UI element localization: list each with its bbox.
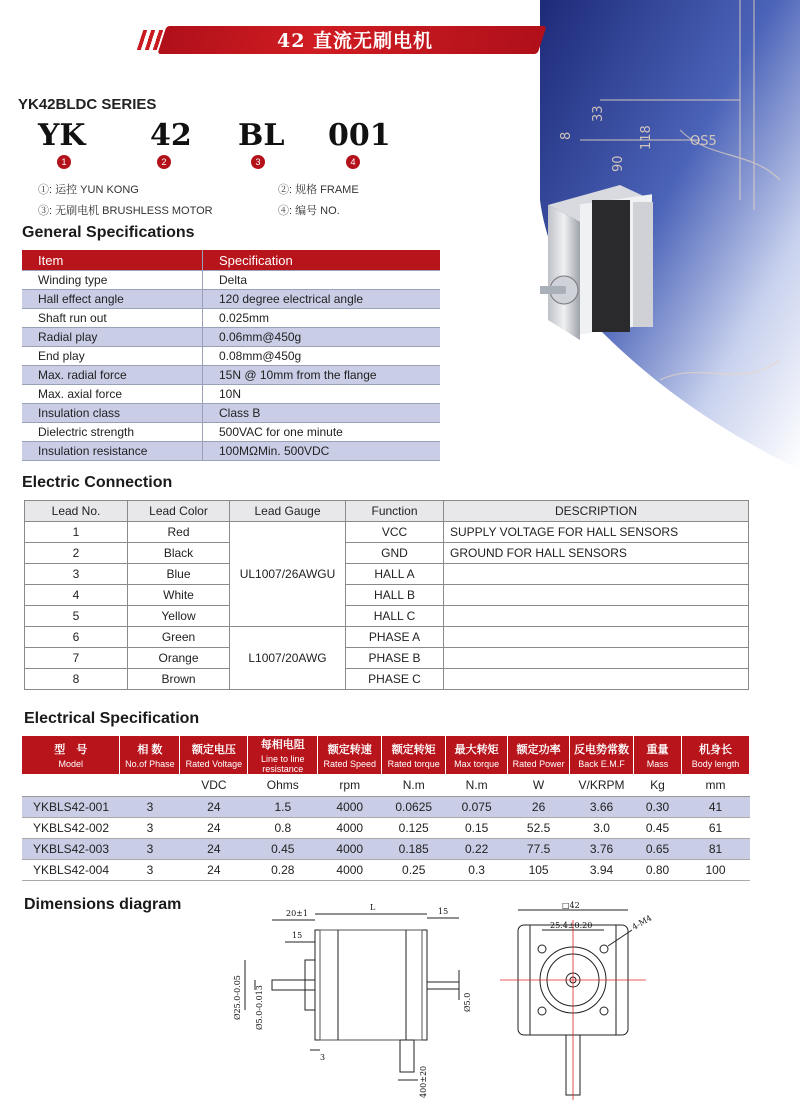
description-cell [444, 564, 749, 585]
dim-label: 20±1 [286, 909, 308, 918]
spec-cell: 61 [681, 818, 749, 839]
code-number-badge: 3 [251, 155, 265, 169]
spec-cell: 3 [120, 860, 180, 881]
lead-no-cell: 7 [25, 648, 128, 669]
header-en: No.of Phase [125, 759, 175, 769]
unit-cell: Ohms [248, 774, 318, 797]
spec-cell: 4000 [318, 818, 382, 839]
dim-label: 3 [320, 1053, 326, 1062]
header-cn: 最大转矩 [454, 744, 499, 756]
table-row [25, 606, 749, 627]
header-cn: 机身长 [698, 744, 732, 756]
banner-title: 42 直流无刷电机 [276, 30, 434, 52]
code-number-badge: 2 [157, 155, 171, 169]
spec-cell: 0.30 [634, 797, 682, 818]
lead-color-cell: Black [128, 543, 230, 564]
lead-color-cell: Red [128, 522, 230, 543]
spec-cell: 3.94 [570, 860, 634, 881]
drawing-label: 90 [611, 155, 626, 172]
spec-cell: 3.66 [570, 797, 634, 818]
table-row [22, 347, 440, 366]
table-header-row [22, 250, 440, 271]
spec-cell: 0.45 [634, 818, 682, 839]
spec-item-cell: End play [22, 347, 203, 366]
spec-cell: 3.0 [570, 818, 634, 839]
table-row [22, 818, 750, 839]
spec-cell: 4000 [318, 839, 382, 860]
legend-item: ②: 规格 FRAME [278, 184, 359, 196]
dim-label: Ø25.0-0.05 [233, 975, 242, 1020]
lead-no-cell: 1 [25, 522, 128, 543]
spec-cell: YKBLS42-003 [22, 839, 120, 860]
spec-cell: 52.5 [508, 818, 570, 839]
spec-value-cell: 120 degree electrical angle [203, 290, 441, 309]
motor-photo [540, 185, 653, 340]
spec-value-cell: 15N @ 10mm from the flange [203, 366, 441, 385]
unit-cell: Kg [634, 774, 682, 797]
code-part-yk: YK [38, 118, 86, 153]
spec-value-cell: 0.025mm [203, 309, 441, 328]
spec-cell: 24 [180, 860, 248, 881]
spec-cell: 0.075 [446, 797, 508, 818]
header-cell: Lead Color [128, 501, 230, 522]
unit-cell: W [508, 774, 570, 797]
code-part-001: 001 [328, 118, 391, 153]
spec-item-cell: Max. radial force [22, 366, 203, 385]
units-row [22, 774, 750, 797]
spec-cell: 0.25 [382, 860, 446, 881]
spec-value-cell: 10N [203, 385, 441, 404]
spec-item-cell: Insulation resistance [22, 442, 203, 461]
header-cell: Item [22, 250, 203, 271]
spec-cell: 0.185 [382, 839, 446, 860]
header-cell [318, 736, 382, 774]
header-cn: 重量 [646, 744, 669, 756]
spec-cell: 3 [120, 797, 180, 818]
function-cell: HALL B [346, 585, 444, 606]
lead-no-cell: 4 [25, 585, 128, 606]
spec-value-cell: Delta [203, 271, 441, 290]
dim-label: □42 [562, 901, 580, 910]
spec-cell: 0.28 [248, 860, 318, 881]
spec-value-cell: 0.08mm@450g [203, 347, 441, 366]
spec-cell: 77.5 [508, 839, 570, 860]
table-row [22, 839, 750, 860]
spec-item-cell: Hall effect angle [22, 290, 203, 309]
description-cell [444, 627, 749, 648]
lead-no-cell: 6 [25, 627, 128, 648]
lead-wire [400, 1040, 414, 1072]
spec-cell: YKBLS42-004 [22, 860, 120, 881]
dim-label: Ø5.0-0.013 [255, 985, 264, 1030]
table-row [22, 366, 440, 385]
spec-cell: 4000 [318, 860, 382, 881]
dimensions-title: Dimensions diagram [24, 896, 182, 913]
header-cn: 每相电阻 [260, 739, 305, 751]
header-en: Rated Voltage [185, 759, 243, 769]
table-row [25, 585, 749, 606]
electric-connection-table [24, 500, 749, 690]
dim-label: 15 [438, 907, 449, 916]
spec-cell: 0.8 [248, 818, 318, 839]
drawing-label: 8 [559, 131, 574, 140]
header-en: Rated Speed [323, 759, 377, 769]
spec-cell: 0.3 [446, 860, 508, 881]
spec-cell: 0.45 [248, 839, 318, 860]
header-en: Line to line resistance [261, 754, 305, 774]
code-part-42: 42 [150, 118, 192, 153]
dim-label: 25.4±0.20 [550, 921, 593, 930]
spec-cell: 3 [120, 839, 180, 860]
description-cell [444, 585, 749, 606]
lead-color-cell: Yellow [128, 606, 230, 627]
table-header-row [25, 501, 749, 522]
description-cell: SUPPLY VOLTAGE FOR HALL SENSORS [444, 522, 749, 543]
legend-item: ③: 无刷电机 BRUSHLESS MOTOR [38, 205, 213, 217]
header-cell: Lead No. [25, 501, 128, 522]
drawing-label: OS5 [690, 134, 717, 149]
header-cell [634, 736, 682, 774]
lead-gauge-cell: L1007/20AWG [230, 627, 346, 690]
drawing-label: 33 [591, 105, 606, 122]
header-cell [120, 736, 180, 774]
spec-cell: 0.125 [382, 818, 446, 839]
unit-cell: N.m [382, 774, 446, 797]
description-cell [444, 606, 749, 627]
lead-color-cell: Blue [128, 564, 230, 585]
header-cell: DESCRIPTION [444, 501, 749, 522]
rear-shaft [427, 982, 459, 989]
function-cell: PHASE B [346, 648, 444, 669]
description-cell [444, 648, 749, 669]
series-title: YK42BLDC SERIES [18, 96, 157, 113]
spec-cell: 1.5 [248, 797, 318, 818]
function-cell: PHASE C [346, 669, 444, 690]
spec-item-cell: Radial play [22, 328, 203, 347]
spec-cell: 81 [681, 839, 749, 860]
function-cell: PHASE A [346, 627, 444, 648]
table-header-row [22, 736, 750, 774]
function-cell: GND [346, 543, 444, 564]
unit-cell: V/KRPM [570, 774, 634, 797]
spec-item-cell: Shaft run out [22, 309, 203, 328]
header-cn: 额定转速 [327, 744, 372, 756]
header-en: Body length [691, 759, 740, 769]
spec-item-cell: Insulation class [22, 404, 203, 423]
dimensions-diagram [200, 900, 660, 1105]
header-cell [446, 736, 508, 774]
header-en: Rated Power [512, 759, 565, 769]
spec-cell: 3.76 [570, 839, 634, 860]
table-row [25, 522, 749, 543]
lead-color-cell: Green [128, 627, 230, 648]
function-cell: HALL A [346, 564, 444, 585]
lead-no-cell: 8 [25, 669, 128, 690]
header-cell [22, 736, 120, 774]
header-cell: Specification [203, 250, 441, 271]
spec-value-cell: Class B [203, 404, 441, 423]
lead-color-cell: White [128, 585, 230, 606]
header-cell [248, 736, 318, 774]
general-spec-title: General Specifications [22, 224, 195, 241]
general-spec-table [22, 250, 440, 461]
header-cell [570, 736, 634, 774]
table-row [22, 442, 440, 461]
dim-label: 400±20 [419, 1065, 428, 1098]
header-cell [382, 736, 446, 774]
electric-connection-title: Electric Connection [22, 474, 173, 491]
header-cn: 额定电压 [191, 744, 236, 756]
header-en: Rated torque [387, 759, 440, 769]
unit-cell [22, 774, 120, 797]
lead-no-cell: 3 [25, 564, 128, 585]
spec-item-cell: Max. axial force [22, 385, 203, 404]
table-row [22, 404, 440, 423]
spec-cell: 4000 [318, 797, 382, 818]
legend-item: ①: 运控 YUN KONG [38, 184, 139, 196]
spec-cell: 41 [681, 797, 749, 818]
spec-cell: 0.22 [446, 839, 508, 860]
header-cell: Lead Gauge [230, 501, 346, 522]
table-row [22, 328, 440, 347]
header-en: Model [58, 759, 83, 769]
code-number-badge: 4 [346, 155, 360, 169]
spec-item-cell: Dielectric strength [22, 423, 203, 442]
table-row [25, 669, 749, 690]
spec-cell: 24 [180, 818, 248, 839]
legend-item: ④: 编号 NO. [278, 205, 340, 217]
dim-label: 4-M4 [630, 913, 654, 932]
spec-value-cell: 0.06mm@450g [203, 328, 441, 347]
spec-item-cell: Winding type [22, 271, 203, 290]
spec-cell: 26 [508, 797, 570, 818]
lead-color-cell: Orange [128, 648, 230, 669]
spec-cell: 24 [180, 839, 248, 860]
lead-no-cell: 5 [25, 606, 128, 627]
unit-cell: VDC [180, 774, 248, 797]
spec-cell: 0.15 [446, 818, 508, 839]
spec-cell: 0.80 [634, 860, 682, 881]
header-cell: Function [346, 501, 444, 522]
unit-cell: N.m [446, 774, 508, 797]
code-part-bl: BL [238, 118, 285, 153]
table-row [22, 309, 440, 328]
background-illustration [540, 0, 800, 470]
header-en: Back E.M.F [578, 759, 625, 769]
function-cell: HALL C [346, 606, 444, 627]
spec-cell: 0.0625 [382, 797, 446, 818]
header-cn: 反电势常数 [574, 744, 630, 756]
lead-gauge-cell: UL1007/26AWGU [230, 522, 346, 627]
header-cell [681, 736, 749, 774]
table-row [22, 797, 750, 818]
unit-cell: mm [681, 774, 749, 797]
electrical-spec-table [22, 736, 750, 881]
table-row [22, 423, 440, 442]
spec-value-cell: 100MΩMin. 500VDC [203, 442, 441, 461]
description-cell: GROUND FOR HALL SENSORS [444, 543, 749, 564]
function-cell: VCC [346, 522, 444, 543]
spec-cell: 0.65 [634, 839, 682, 860]
header-cn: 额定功率 [516, 744, 561, 756]
spec-cell: 3 [120, 818, 180, 839]
table-row [25, 627, 749, 648]
header-cn: 相 数 [137, 744, 163, 756]
header-cell [508, 736, 570, 774]
spec-cell: 100 [681, 860, 749, 881]
lead-no-cell: 2 [25, 543, 128, 564]
lead-color-cell: Brown [128, 669, 230, 690]
header-en: Mass [646, 759, 669, 769]
unit-cell: rpm [318, 774, 382, 797]
electrical-spec-title: Electrical Specification [24, 710, 200, 727]
table-row [25, 543, 749, 564]
dim-label: L [370, 903, 376, 912]
description-cell [444, 669, 749, 690]
unit-cell [120, 774, 180, 797]
motor-body-outline [315, 930, 427, 1040]
header-cn: 型 号 [54, 744, 88, 756]
dim-label: 15 [292, 931, 303, 940]
spec-cell: YKBLS42-001 [22, 797, 120, 818]
header-cn: 额定转矩 [391, 744, 436, 756]
front-shaft [272, 980, 315, 990]
code-number-badge: 1 [57, 155, 71, 169]
table-row [22, 860, 750, 881]
spec-cell: 24 [180, 797, 248, 818]
table-row [25, 564, 749, 585]
spec-value-cell: 500VAC for one minute [203, 423, 441, 442]
header-en: Max torque [454, 759, 500, 769]
dim-label: Ø5.0 [463, 992, 472, 1012]
drawing-label: 118 [639, 125, 654, 150]
header-cell [180, 736, 248, 774]
table-row [22, 385, 440, 404]
spec-cell: YKBLS42-002 [22, 818, 120, 839]
table-row [22, 290, 440, 309]
table-row [22, 271, 440, 290]
table-row [25, 648, 749, 669]
spec-cell: 105 [508, 860, 570, 881]
